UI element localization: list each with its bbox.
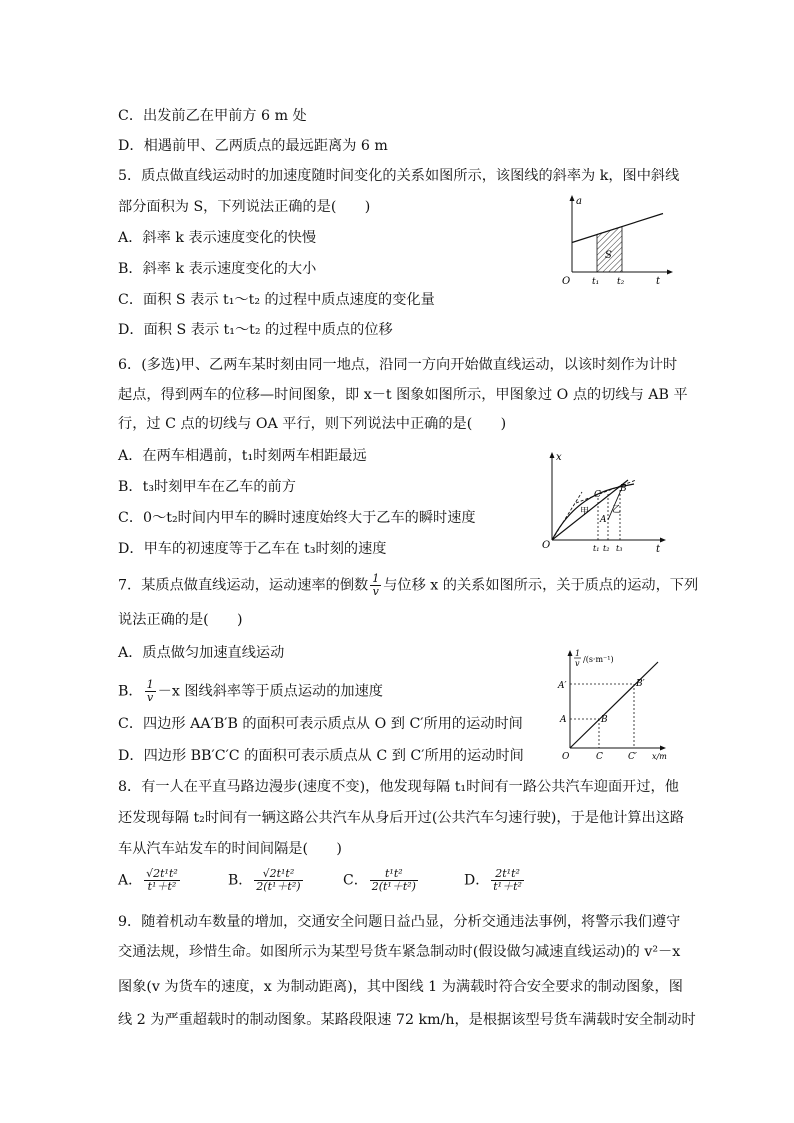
- text-line: C．出发前乙在甲前方 6 m 处: [118, 108, 307, 124]
- figure-5-at-graph: [558, 192, 678, 292]
- point-label-ap: A′: [558, 681, 567, 691]
- text-line: 说法正确的是( ): [118, 612, 243, 628]
- axis-label-a: a: [576, 196, 582, 207]
- option-5b: B．斜率 k 表示速度变化的大小: [118, 261, 317, 277]
- option-6a: A．在两车相遇前，t₁时刻两车相距最远: [118, 448, 367, 464]
- tick-label-t2: t₂: [617, 277, 625, 287]
- option-label: C．: [343, 872, 368, 889]
- fraction: [491, 868, 524, 893]
- question-6: 6．(多选)甲、乙两车某时刻由同一地点，沿同一方向开始做直线运动，以该时刻作为计时: [118, 357, 678, 373]
- frac-num: √2t¹t²: [146, 867, 178, 880]
- option-7a: A．质点做匀加速直线运动: [118, 645, 285, 661]
- area-label-s: S: [605, 250, 612, 261]
- frac-num: √2t¹t²: [254, 868, 302, 881]
- text-line: 还发现每隔 t₂时间有一辆这路公共汽车从身后开过(公共汽车匀速行驶)，于是他计算出这路: [118, 810, 685, 826]
- option-6b: B．t₃时刻甲车在乙车的前方: [118, 479, 296, 495]
- curve-label-yi: 乙: [612, 505, 622, 515]
- question-7: [118, 573, 698, 598]
- ylabel-den: v: [575, 659, 580, 668]
- frac-den: t¹＋t²: [147, 880, 177, 893]
- text-line: 车从汽车站发车的时间间隔是( ): [118, 841, 342, 857]
- option-7d: D．四边形 BB′C′C 的面积可表示质点从 C 到 C′所用的运动时间: [118, 748, 524, 764]
- frac-num: t¹t²: [370, 868, 418, 881]
- point-label-b: B: [620, 484, 627, 494]
- arrow-icon: [568, 650, 573, 656]
- axis-label-t: t: [656, 276, 661, 287]
- tangent-at-c: [576, 480, 636, 503]
- arrow-icon: [660, 538, 666, 543]
- frac-den: 2(t¹＋t²): [256, 880, 301, 893]
- fraction: [254, 868, 302, 893]
- arrow-icon: [570, 195, 575, 201]
- arrow-icon: [660, 746, 666, 751]
- text-line: 行，过 C 点的切线与 OA 平行，则下列说法中正确的是( ): [118, 416, 507, 432]
- axis-label-xm: x/m: [652, 752, 667, 761]
- fraction-1-over-v: [370, 573, 381, 598]
- text-fragment: －x 图线斜率等于质点运动的加速度: [157, 683, 383, 700]
- frac-num: 2t¹t²: [491, 868, 524, 881]
- option-label: B．: [228, 872, 253, 889]
- arrow-icon: [550, 452, 555, 458]
- frac-num: 1: [372, 572, 380, 585]
- arrow-icon: [667, 270, 673, 275]
- text-fragment: 与位移 x 的关系如图所示，关于质点的运动，下列: [383, 577, 699, 594]
- tick-label-c: C: [596, 752, 603, 762]
- option-8d: [464, 868, 526, 893]
- option-6d: D．甲车的初速度等于乙车在 t₃时刻的速度: [118, 541, 387, 557]
- text-line: 图象(v 为货车的速度，x 为制动距离)，其中图线 1 为满载时符合安全要求的制动图象，图: [118, 979, 683, 995]
- ylabel-num: 1: [575, 649, 581, 658]
- fraction: [370, 868, 418, 893]
- figure-6-xt-graph: [538, 448, 674, 558]
- point-label-a: A: [560, 715, 567, 725]
- text-fragment: 7．某质点做直线运动，运动速率的倒数: [118, 577, 369, 594]
- question-5: 5．质点做直线运动时的加速度随时间变化的关系如图所示，该图线的斜率为 k，图中斜线: [118, 168, 680, 184]
- point-label-bp: B′: [636, 679, 645, 689]
- text-line: 起点，得到两车的位移—时间图象，即 x－t 图象如图所示，甲图象过 O 点的切线与 AB 平: [118, 387, 688, 403]
- option-label: D．: [464, 872, 490, 889]
- text-fragment: B．: [118, 683, 143, 700]
- text-line: 线 2 为严重超载时的制动图象。某路段限速 72 km/h，是根据该型号货车满载时安全制动时: [118, 1012, 696, 1028]
- fraction: [144, 868, 180, 893]
- frac-num: 1: [146, 678, 154, 691]
- tick-label-t1: t₁: [592, 277, 600, 287]
- tick-label-t1: t₁: [593, 544, 600, 553]
- point-label-c: C: [594, 490, 601, 500]
- origin-label: O: [562, 276, 571, 287]
- option-5d: D．面积 S 表示 t₁～t₂ 的过程中质点的位移: [118, 322, 393, 338]
- frac-den: v: [147, 691, 154, 704]
- axis-label-x: x: [556, 452, 562, 463]
- option-label: A．: [118, 872, 143, 889]
- question-8: 8．有一人在平直马路边漫步(速度不变)，他发现每隔 t₁时间有一路公共汽车迎面开过，他: [118, 779, 679, 795]
- origin-label: O: [542, 540, 551, 551]
- curve-label-jia: 甲: [580, 507, 590, 517]
- origin-label: O: [562, 752, 570, 762]
- tick-label-cp: C′: [628, 752, 637, 762]
- option-7c: C．四边形 AA′B′B 的面积可表示质点从 O 到 C′所用的运动时间: [118, 716, 523, 732]
- frac-den: v: [372, 585, 379, 598]
- text-line: D．相遇前甲、乙两质点的最远距离为 6 m: [118, 138, 388, 154]
- frac-den: t¹＋t²: [493, 880, 522, 893]
- option-6c: C．0～t₂时间内甲车的瞬时速度始终大于乙车的瞬时速度: [118, 510, 476, 526]
- fraction-1-over-v: [145, 679, 156, 704]
- point-label-b: B: [601, 715, 608, 725]
- option-8b: [228, 868, 305, 893]
- tick-label-t2: t₂: [603, 544, 610, 553]
- text-line: 部分面积为 S，下列说法正确的是( ): [118, 199, 371, 215]
- figure-7-inverse-v-x-graph: [556, 644, 676, 766]
- option-7b: [118, 679, 383, 704]
- option-5c: C．面积 S 表示 t₁～t₂ 的过程中质点速度的变化量: [118, 292, 435, 308]
- ylabel-unit: /(s·m⁻¹): [583, 655, 614, 664]
- point-label-a: A: [600, 515, 607, 525]
- question-9: 9．随着机动车数量的增加，交通安全问题日益凸显，分析交通违法事例，将警示我们遵守: [118, 914, 681, 930]
- frac-den: 2(t¹＋t²): [371, 880, 416, 893]
- axis-label-t: t: [656, 544, 661, 555]
- option-5a: A．斜率 k 表示速度变化的快慢: [118, 230, 317, 246]
- text-line: 交通法规，珍惜生命。如图所示为某型号货车紧急制动时(假设做匀减速直线运动)的 v²－x: [118, 944, 681, 960]
- graph-line: [570, 662, 658, 748]
- tick-label-t3: t₃: [616, 544, 623, 553]
- option-8c: [343, 868, 420, 893]
- option-8a: [118, 868, 182, 893]
